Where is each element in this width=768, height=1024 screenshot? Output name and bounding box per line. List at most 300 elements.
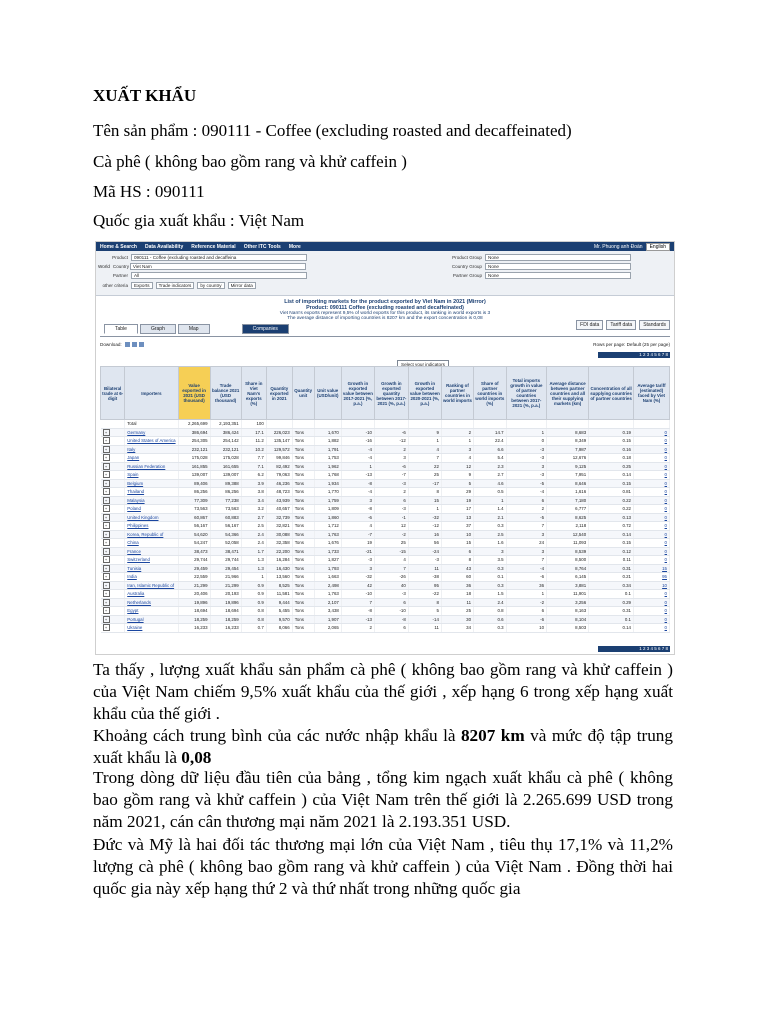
table-cell: 21,299 <box>178 581 210 590</box>
table-cell: 19 <box>341 539 374 548</box>
table-cell: 0.34 <box>589 581 634 590</box>
table-cell: 14.7 <box>474 428 507 437</box>
product-group-select[interactable]: None <box>485 254 631 261</box>
table-cell: 0.1 <box>474 573 507 582</box>
table-cell: 0.15 <box>589 479 634 488</box>
indicator-select[interactable]: Trade indicators <box>156 282 195 289</box>
table-cell: 16,233 <box>210 624 241 633</box>
partner-group-label: Partner Group <box>452 273 482 278</box>
table-cell: 40,657 <box>266 505 292 514</box>
table-cell: Tons <box>292 428 314 437</box>
importer-link[interactable]: Netherlands <box>125 598 178 607</box>
table-cell[interactable]: 0 <box>633 513 669 522</box>
table-cell: Tons <box>292 505 314 514</box>
table-cell[interactable]: 0 <box>633 539 669 548</box>
table-cell: 0.8 <box>474 607 507 616</box>
expand-plus-icon[interactable]: + <box>103 480 110 487</box>
country-line: Quốc gia xuất khẩu : Việt Nam <box>93 211 305 230</box>
table-row <box>101 428 670 437</box>
column-header[interactable]: Concentration of all supplying countries of partner countries <box>589 367 634 420</box>
expand-cell <box>101 462 125 471</box>
table-cell: 254,305 <box>178 437 210 446</box>
table-cell: 4 <box>408 445 441 454</box>
table-cell: -8 <box>341 505 374 514</box>
country-label: Country <box>112 264 130 269</box>
table-cell: Tons <box>292 556 314 565</box>
table-cell: 0.5 <box>474 488 507 497</box>
table-cell: 38,473 <box>178 547 210 556</box>
table-row <box>101 590 670 599</box>
table-cell: 8,104 <box>547 615 589 624</box>
table-cell: 2 <box>374 445 408 454</box>
table-cell: 0.31 <box>589 607 634 616</box>
table-cell: Total <box>125 420 178 429</box>
table-cell: -5 <box>506 479 547 488</box>
importer-link[interactable]: Tunisia <box>125 564 178 573</box>
select-indicators-button[interactable]: Select your indicators <box>397 360 449 369</box>
table-cell: 1,763 <box>314 530 341 539</box>
table-cell: 25 <box>441 607 473 616</box>
importer-link[interactable]: Korea, Republic of <box>125 530 178 539</box>
importer-link[interactable]: Switzerland <box>125 556 178 565</box>
table-cell: 4.6 <box>474 479 507 488</box>
table-cell: 25 <box>408 471 441 480</box>
table-cell: 18,694 <box>178 607 210 616</box>
table-cell: -8 <box>341 607 374 616</box>
expand-cell <box>101 445 125 454</box>
table-cell: 6 <box>441 547 473 556</box>
table-cell: 1,663 <box>314 573 341 582</box>
table-cell: 3,438 <box>314 607 341 616</box>
importer-link[interactable]: Italy <box>125 445 178 454</box>
table-cell: 77,309 <box>178 496 210 505</box>
table-cell: 0.81 <box>589 488 634 497</box>
table-cell: 29,744 <box>210 556 241 565</box>
column-header[interactable]: Total imports growth in value of partner countries between 2017-2021 (%, p.a.) <box>506 367 547 420</box>
table-cell: 18,694 <box>210 607 241 616</box>
importer-link[interactable]: Belgium <box>125 479 178 488</box>
table-cell: 2.4 <box>241 539 266 548</box>
table-cell[interactable]: 10 <box>633 581 669 590</box>
table-cell: 2.5 <box>241 522 266 531</box>
text-file-icon[interactable] <box>132 342 137 347</box>
expand-plus-icon[interactable]: + <box>103 505 110 512</box>
table-row <box>101 496 670 505</box>
column-header[interactable]: Average tariff (estimated) faced by Viet Nam (%) <box>633 367 669 420</box>
table-cell <box>266 420 292 429</box>
table-cell: -4 <box>341 488 374 497</box>
language-select[interactable]: English <box>646 243 670 251</box>
table-cell: 8,525 <box>266 581 292 590</box>
table-cell: 9 <box>441 471 473 480</box>
expand-plus-icon[interactable]: + <box>103 522 110 529</box>
table-cell: 1 <box>474 496 507 505</box>
column-header[interactable]: Growth in exported quantity between 2017-2021 (%, p.a.) <box>374 367 408 420</box>
table-row <box>101 581 670 590</box>
table-cell: 8,500 <box>547 556 589 565</box>
table-cell: 60,867 <box>178 513 210 522</box>
table-cell: 8,764 <box>547 564 589 573</box>
nav-home[interactable]: Home & Search <box>100 243 137 250</box>
rows-per-page-select[interactable]: Rows per page: Default (25 per page) <box>593 341 670 347</box>
expand-cell <box>101 454 125 463</box>
table-cell: 29,454 <box>210 564 241 573</box>
table-cell: 2,498 <box>314 581 341 590</box>
report-distance-note: The average distance of importing countries is 8207 km and the export concentration is 0,08 <box>287 316 483 321</box>
importer-link[interactable]: Portugal <box>125 615 178 624</box>
table-row <box>101 445 670 454</box>
table-cell: -12 <box>374 437 408 446</box>
table-cell: 8,539 <box>547 547 589 556</box>
table-cell: Tons <box>292 573 314 582</box>
table-cell: 10 <box>506 624 547 633</box>
table-cell <box>408 420 441 429</box>
table-cell: -15 <box>374 547 408 556</box>
nav-bar <box>96 242 674 251</box>
query-controls <box>96 251 674 296</box>
table-cell: 0 <box>506 437 547 446</box>
importer-link[interactable]: Spain <box>125 471 178 480</box>
standards-button[interactable]: Standards <box>639 320 670 330</box>
table-cell[interactable]: 0 <box>633 530 669 539</box>
expand-cell <box>101 556 125 565</box>
tariff-data-button[interactable]: Tariff data <box>606 320 636 330</box>
table-cell: 37 <box>441 522 473 531</box>
table-cell: 232,121 <box>178 445 210 454</box>
table-cell: 3 <box>341 496 374 505</box>
column-header[interactable]: Quantity exported in 2021 <box>266 367 292 420</box>
table-cell: 8 <box>441 556 473 565</box>
table-cell: 77,238 <box>210 496 241 505</box>
table-cell: 19,896 <box>178 598 210 607</box>
report-title: List of importing markets for the product exported by Viet Nam in 2021 (Mirror) <box>284 299 486 305</box>
table-cell[interactable]: 0 <box>633 471 669 480</box>
column-header[interactable]: Trade balance 2021 (USD thousand) <box>210 367 241 420</box>
table-cell: 161,855 <box>178 462 210 471</box>
table-cell: 29,744 <box>178 556 210 565</box>
expand-plus-icon[interactable]: + <box>103 590 110 597</box>
table-cell: 7 <box>506 522 547 531</box>
table-cell: 1,770 <box>314 488 341 497</box>
expand-plus-icon[interactable]: + <box>103 531 110 538</box>
expand-cell <box>101 547 125 556</box>
importer-link[interactable]: Russian Federation <box>125 462 178 471</box>
table-cell: 19 <box>441 496 473 505</box>
column-header[interactable]: Importers <box>125 367 178 420</box>
table-cell[interactable]: 0 <box>633 607 669 616</box>
table-cell <box>374 420 408 429</box>
table-cell: -6 <box>506 573 547 582</box>
table-cell: 3.9 <box>241 479 266 488</box>
table-cell: 13,560 <box>266 573 292 582</box>
table-cell: -4 <box>506 564 547 573</box>
table-cell: 1,768 <box>314 471 341 480</box>
table-cell: 5 <box>408 607 441 616</box>
table-toolbar <box>100 336 670 351</box>
table-cell: 8,683 <box>547 428 589 437</box>
table-cell: Tons <box>292 471 314 480</box>
importer-link[interactable]: Thailand <box>125 488 178 497</box>
column-header[interactable]: Value exported in 2021 (USD thousand) <box>178 367 210 420</box>
table-cell: -6 <box>341 513 374 522</box>
column-header[interactable]: Share of partner countries in world imports (%) <box>474 367 507 420</box>
country-select[interactable]: Viet Nam <box>130 263 306 270</box>
expand-plus-icon[interactable]: + <box>103 556 110 563</box>
table-cell: Tons <box>292 479 314 488</box>
tab-graph[interactable]: Graph <box>140 324 176 334</box>
table-cell: 8 <box>408 598 441 607</box>
table-cell: 48,723 <box>266 488 292 497</box>
table-cell: Tons <box>292 496 314 505</box>
table-cell: 29,459 <box>178 564 210 573</box>
table-cell: Tons <box>292 607 314 616</box>
table-cell: 1.6 <box>474 539 507 548</box>
importer-link[interactable]: Iran, Islamic Republic of <box>125 581 178 590</box>
nav-data-availability[interactable]: Data Availability <box>144 243 184 250</box>
table-cell[interactable]: 0 <box>633 598 669 607</box>
expand-cell <box>101 573 125 582</box>
importer-link[interactable]: France <box>125 547 178 556</box>
table-cell: -38 <box>408 573 441 582</box>
table-cell: 11,093 <box>547 539 589 548</box>
table-cell: 2 <box>441 428 473 437</box>
nav-other-tools[interactable]: Other ITC Tools <box>243 243 281 250</box>
importer-link[interactable]: Poland <box>125 505 178 514</box>
table-cell: 2.3 <box>474 462 507 471</box>
table-cell: 1.7 <box>241 547 266 556</box>
table-cell: 0.14 <box>589 530 634 539</box>
tab-companies[interactable]: Companies <box>242 324 289 334</box>
table-cell: 2,107 <box>314 598 341 607</box>
importer-link[interactable]: United States of America <box>125 437 178 446</box>
table-cell: 3 <box>506 530 547 539</box>
expand-plus-icon[interactable]: + <box>103 454 110 461</box>
table-cell: 1.5 <box>474 590 507 599</box>
table-cell: 20,406 <box>178 590 210 599</box>
table-cell: 60 <box>441 573 473 582</box>
column-header[interactable]: Bilateral trade at 6-digit <box>101 367 125 420</box>
expand-cell <box>101 437 125 446</box>
table-cell: 6 <box>506 496 547 505</box>
table-cell: 2.7 <box>241 513 266 522</box>
table-row <box>101 488 670 497</box>
table-cell: 1 <box>441 437 473 446</box>
table-cell: 7,180 <box>547 496 589 505</box>
table-cell[interactable]: 0 <box>633 488 669 497</box>
table-cell: 135,147 <box>266 437 292 446</box>
column-header[interactable]: Quantity unit <box>292 367 314 420</box>
table-cell: 13 <box>441 513 473 522</box>
table-cell: 0.6 <box>474 615 507 624</box>
nav-more[interactable]: More <box>288 243 301 250</box>
expand-plus-icon[interactable]: + <box>103 463 110 470</box>
table-cell: 6 <box>506 607 547 616</box>
importer-link[interactable]: United Kingdom <box>125 513 178 522</box>
table-cell: -3 <box>374 590 408 599</box>
table-cell: 0.8 <box>241 607 266 616</box>
country-group-select[interactable]: None <box>485 263 631 270</box>
expand-cell <box>101 607 125 616</box>
mirror-select[interactable]: Mirror data <box>228 282 256 289</box>
table-cell: 89,406 <box>178 479 210 488</box>
table-row <box>101 471 670 480</box>
table-cell: Tons <box>292 437 314 446</box>
tab-map[interactable]: Map <box>178 324 210 334</box>
table-cell: -3 <box>506 454 547 463</box>
importer-link[interactable]: Ukraine <box>125 624 178 633</box>
table-cell: 15 <box>441 539 473 548</box>
table-cell[interactable]: 0 <box>633 496 669 505</box>
table-cell[interactable]: 0 <box>633 547 669 556</box>
column-header[interactable]: Average distance between partner countries and all their supplying markets (km) <box>547 367 589 420</box>
table-cell: 36 <box>506 581 547 590</box>
expand-cell <box>101 471 125 480</box>
excel-icon[interactable] <box>125 342 130 347</box>
product-select[interactable]: 090111 - Coffee (excluding roasted and decaffeina <box>131 254 307 261</box>
expand-plus-icon[interactable]: + <box>103 607 110 614</box>
nav-reference[interactable]: Reference Material <box>191 243 236 250</box>
expand-plus-icon[interactable]: + <box>103 488 110 495</box>
table-cell: Tons <box>292 547 314 556</box>
table-cell[interactable]: 0 <box>633 437 669 446</box>
importer-link[interactable]: Germany <box>125 428 178 437</box>
table-cell: 0.22 <box>589 505 634 514</box>
expand-plus-icon[interactable]: + <box>103 514 110 521</box>
table-cell: -8 <box>374 615 408 624</box>
table-cell: 3.2 <box>241 505 266 514</box>
table-cell: 2.4 <box>474 598 507 607</box>
breakdown-select[interactable]: by country <box>197 282 224 289</box>
expand-plus-icon[interactable]: + <box>103 573 110 580</box>
product-group-label: Product Group <box>452 255 482 260</box>
expand-plus-icon[interactable]: + <box>103 497 110 504</box>
pager-top[interactable]: 1 2 3 4 5 6 7 8 <box>598 352 670 358</box>
expand-plus-icon[interactable]: + <box>103 446 110 453</box>
table-cell[interactable]: 0 <box>633 445 669 454</box>
table-cell: 73,563 <box>178 505 210 514</box>
table-cell[interactable]: 0 <box>633 454 669 463</box>
flow-select[interactable]: Exports <box>131 282 153 289</box>
expand-plus-icon[interactable]: + <box>103 582 110 589</box>
table-cell: 1 <box>241 573 266 582</box>
table-cell: 6,145 <box>547 573 589 582</box>
column-header[interactable]: Growth in exported value between 2017-2021 (%, p.a.) <box>341 367 374 420</box>
table-cell: 0.3 <box>474 522 507 531</box>
expand-plus-icon[interactable]: + <box>103 471 110 478</box>
table-cell: -32 <box>408 513 441 522</box>
table-cell: 7 <box>341 598 374 607</box>
table-row <box>101 454 670 463</box>
table-cell: 0.25 <box>589 462 634 471</box>
table-row <box>101 573 670 582</box>
table-cell[interactable]: 0 <box>633 615 669 624</box>
importer-link[interactable]: India <box>125 573 178 582</box>
importer-link[interactable]: Australia <box>125 590 178 599</box>
table-cell: 6.6 <box>474 445 507 454</box>
table-row <box>101 607 670 616</box>
print-icon[interactable] <box>139 342 144 347</box>
table-cell[interactable]: 0 <box>633 624 669 633</box>
table-cell: 32,821 <box>266 522 292 531</box>
expand-plus-icon[interactable]: + <box>103 565 110 572</box>
table-cell: 4 <box>374 556 408 565</box>
fdi-data-button[interactable]: FDI data <box>576 320 603 330</box>
column-header[interactable]: Unit value (USD/unit) <box>314 367 341 420</box>
table-cell: -4 <box>341 445 374 454</box>
table-cell: 9,570 <box>266 615 292 624</box>
partner-group-select[interactable]: None <box>485 272 631 279</box>
user-name: Mr. Phuong anh Đoàn <box>593 243 643 250</box>
table-row <box>101 556 670 565</box>
table-cell[interactable]: 15 <box>633 564 669 573</box>
table-cell: 1,733 <box>314 547 341 556</box>
expand-plus-icon[interactable]: + <box>103 548 110 555</box>
expand-plus-icon[interactable]: + <box>103 539 110 546</box>
importer-link[interactable]: China <box>125 539 178 548</box>
table-cell: 9 <box>408 428 441 437</box>
column-header[interactable]: Growth in exported value between 2020-2021 (%, p.a.) <box>408 367 441 420</box>
table-cell: 3 <box>474 547 507 556</box>
importer-link[interactable]: Philippines <box>125 522 178 531</box>
table-cell[interactable]: 95 <box>633 573 669 582</box>
table-cell[interactable]: 0 <box>633 428 669 437</box>
table-cell: 1,934 <box>314 479 341 488</box>
table-cell[interactable]: 0 <box>633 462 669 471</box>
expand-plus-icon[interactable]: + <box>103 624 110 631</box>
table-cell[interactable]: 0 <box>633 556 669 565</box>
table-cell: 32,358 <box>266 539 292 548</box>
table-cell: 22,200 <box>266 547 292 556</box>
expand-plus-icon[interactable]: + <box>103 437 110 444</box>
expand-plus-icon[interactable]: + <box>103 599 110 606</box>
table-cell: 1,907 <box>314 615 341 624</box>
table-cell: 1,827 <box>314 556 341 565</box>
pager-bottom[interactable]: 1 2 3 4 5 6 7 8 <box>598 646 670 652</box>
table-cell: -3 <box>374 479 408 488</box>
expand-plus-icon[interactable]: + <box>103 429 110 436</box>
table-cell: 0.12 <box>589 547 634 556</box>
expand-plus-icon[interactable]: + <box>103 616 110 623</box>
table-cell[interactable]: 0 <box>633 505 669 514</box>
table-row <box>101 462 670 471</box>
embedded-screenshot <box>95 241 675 655</box>
table-cell: Tons <box>292 530 314 539</box>
table-cell: 0.31 <box>589 564 634 573</box>
table-cell[interactable]: 0 <box>633 590 669 599</box>
table-cell <box>101 420 125 429</box>
table-cell: -2 <box>374 530 408 539</box>
column-header[interactable]: Ranking of partner countries in world imports <box>441 367 473 420</box>
table-cell[interactable]: 0 <box>633 522 669 531</box>
expand-cell <box>101 624 125 633</box>
column-header[interactable]: Share in Viet Nam's exports (%) <box>241 367 266 420</box>
world-radio[interactable]: World <box>98 264 110 269</box>
importer-link[interactable]: Japan <box>125 454 178 463</box>
table-cell: 1 <box>506 590 547 599</box>
table-row <box>101 539 670 548</box>
table-cell[interactable]: 0 <box>633 479 669 488</box>
importer-link[interactable]: Egypt <box>125 607 178 616</box>
table-row-total <box>101 420 670 429</box>
tab-table[interactable]: Table <box>104 324 138 334</box>
importer-link[interactable]: Malaysia <box>125 496 178 505</box>
table-cell: Tons <box>292 590 314 599</box>
partner-select[interactable]: All <box>131 272 307 279</box>
table-cell: 175,028 <box>178 454 210 463</box>
expand-cell <box>101 428 125 437</box>
table-cell: 3.8 <box>241 488 266 497</box>
table-cell: 95 <box>408 581 441 590</box>
